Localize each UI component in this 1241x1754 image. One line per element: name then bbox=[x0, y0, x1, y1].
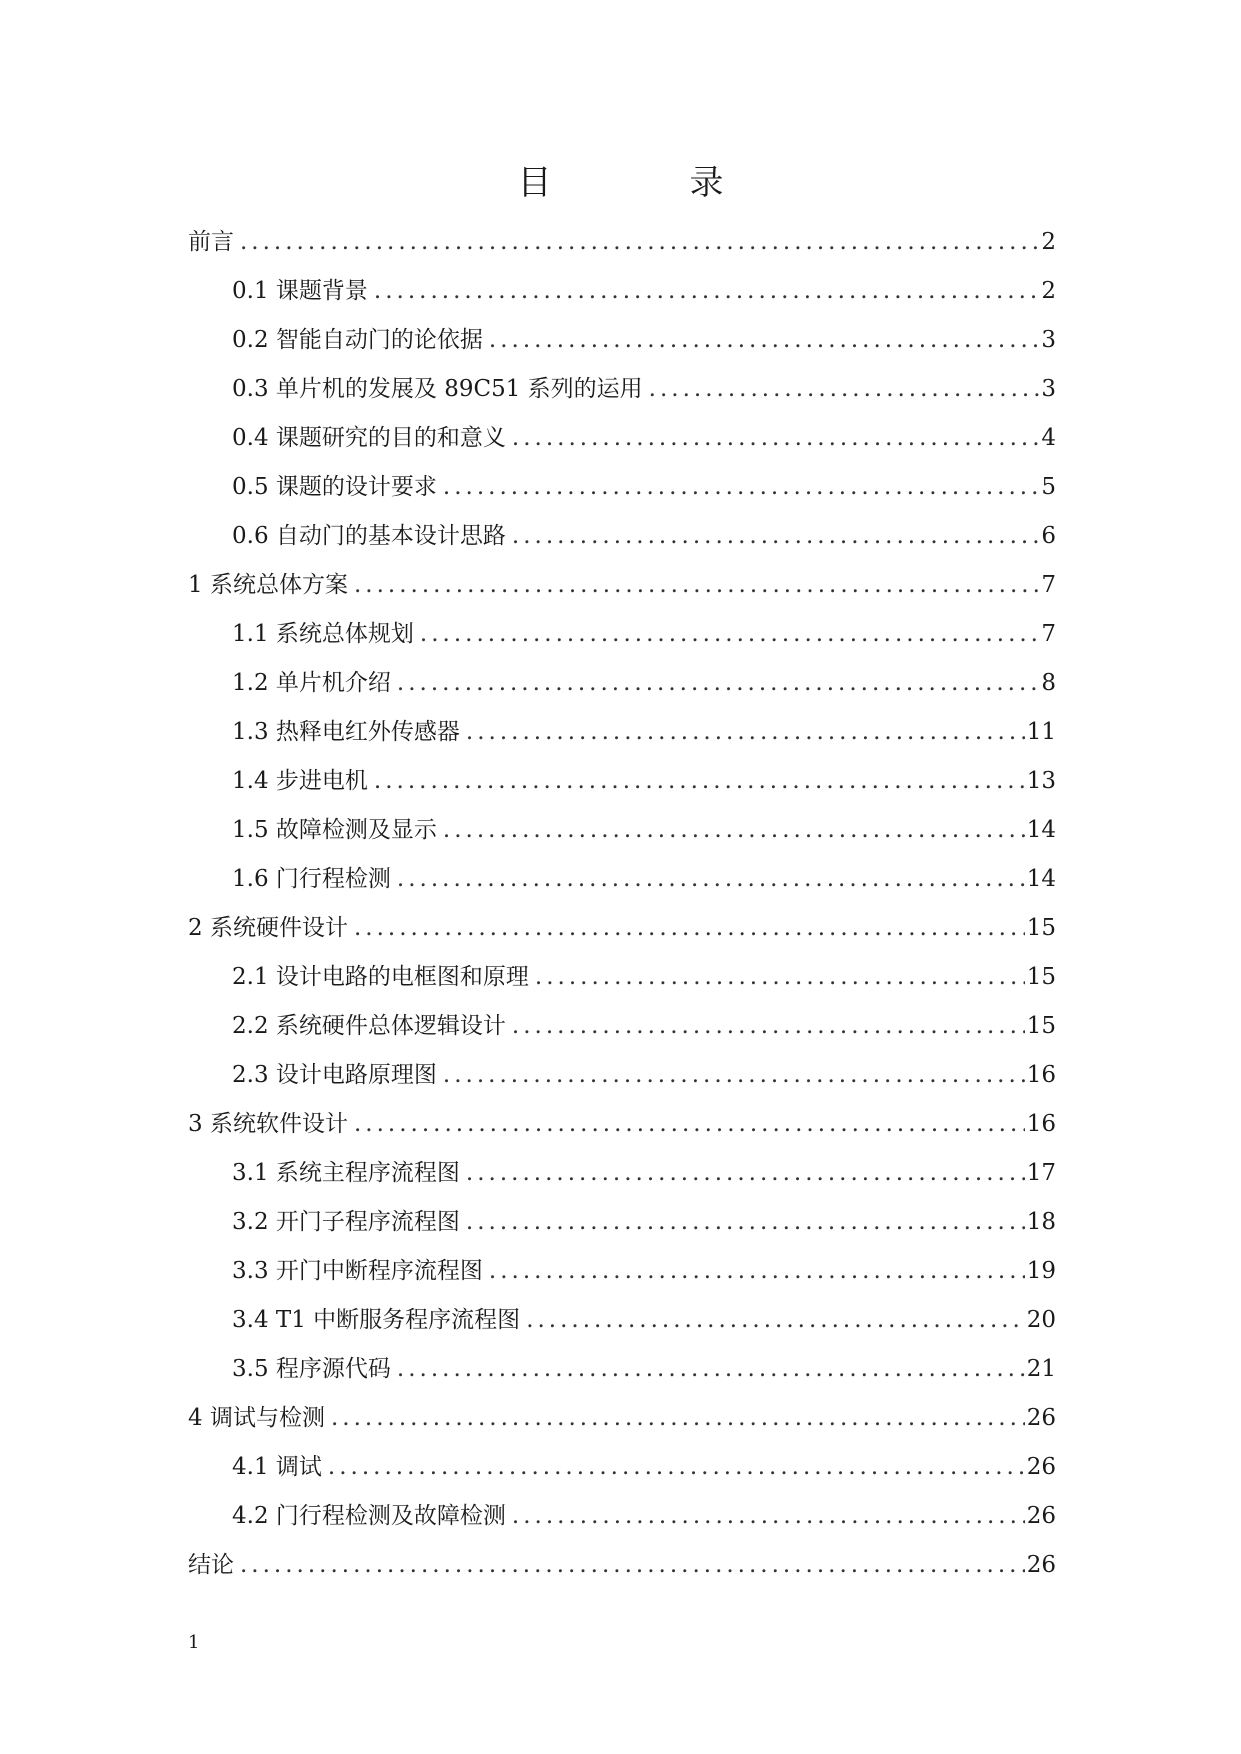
toc-entry-label: 3.1 系统主程序流程图 bbox=[232, 1160, 460, 1186]
toc-entry-label: 1.6 门行程检测 bbox=[232, 866, 391, 892]
toc-entry-label: 4 调试与检测 bbox=[188, 1405, 325, 1431]
toc-entry-page: 19 bbox=[1026, 1258, 1056, 1284]
toc-entry-label: 2 系统硬件设计 bbox=[188, 915, 348, 941]
dot-leader bbox=[512, 512, 1039, 561]
toc-entry-label: 1.5 故障检测及显示 bbox=[232, 817, 437, 843]
dot-leader bbox=[489, 316, 1039, 365]
toc-entry[interactable] bbox=[188, 414, 1056, 463]
toc-title: 目 录 bbox=[517, 163, 776, 203]
dot-leader bbox=[397, 659, 1039, 708]
toc-entry-page: 18 bbox=[1026, 1209, 1056, 1235]
toc-entry-label: 3 系统软件设计 bbox=[188, 1111, 348, 1137]
toc-entry-page: 7 bbox=[1041, 572, 1056, 598]
toc-entry-label: 3.5 程序源代码 bbox=[232, 1356, 391, 1382]
dot-leader bbox=[354, 1100, 1025, 1149]
dot-leader bbox=[328, 1443, 1025, 1492]
toc-entry-label: 结论 bbox=[188, 1552, 234, 1578]
toc-entry-page: 6 bbox=[1041, 523, 1056, 549]
toc-entry-label: 2.3 设计电路原理图 bbox=[232, 1062, 437, 1088]
toc-entry-page: 26 bbox=[1026, 1552, 1056, 1578]
dot-leader bbox=[443, 1051, 1025, 1100]
toc-entry[interactable] bbox=[188, 1002, 1056, 1051]
toc-entry-label: 4.2 门行程检测及故障检测 bbox=[232, 1503, 506, 1529]
toc-entry-label: 3.2 开门子程序流程图 bbox=[232, 1209, 460, 1235]
toc-entry[interactable] bbox=[188, 1149, 1056, 1198]
toc-entry-label: 2.2 系统硬件总体逻辑设计 bbox=[232, 1013, 506, 1039]
toc-entry-page: 4 bbox=[1041, 425, 1056, 451]
toc-entry-page: 20 bbox=[1026, 1307, 1056, 1333]
toc-entry[interactable] bbox=[188, 512, 1056, 561]
toc-entry[interactable] bbox=[188, 463, 1056, 512]
toc-entry-label: 0.5 课题的设计要求 bbox=[232, 474, 437, 500]
toc-entry-label: 3.3 开门中断程序流程图 bbox=[232, 1258, 483, 1284]
toc-entry-page: 15 bbox=[1026, 1013, 1056, 1039]
dot-leader bbox=[443, 806, 1025, 855]
toc-entry[interactable] bbox=[188, 708, 1056, 757]
toc-entry-page: 2 bbox=[1041, 229, 1056, 255]
toc-entry[interactable] bbox=[188, 1394, 1056, 1443]
toc-entry-label: 0.2 智能自动门的论依据 bbox=[232, 327, 483, 353]
toc-entry[interactable] bbox=[188, 806, 1056, 855]
dot-leader bbox=[374, 757, 1025, 806]
toc-entry[interactable] bbox=[188, 365, 1056, 414]
dot-leader bbox=[374, 267, 1039, 316]
toc-entry[interactable] bbox=[188, 1100, 1056, 1149]
toc-entry-label: 3.4 T1 中断服务程序流程图 bbox=[232, 1307, 521, 1333]
dot-leader bbox=[397, 1345, 1025, 1394]
dot-leader bbox=[526, 1296, 1025, 1345]
toc-entry-page: 13 bbox=[1026, 768, 1056, 794]
toc-entry-page: 3 bbox=[1041, 327, 1056, 353]
toc-entry-page: 15 bbox=[1026, 964, 1056, 990]
toc-entry-page: 21 bbox=[1026, 1356, 1056, 1382]
dot-leader bbox=[649, 365, 1040, 414]
toc-entry[interactable] bbox=[188, 1247, 1056, 1296]
toc-entry-label: 0.4 课题研究的目的和意义 bbox=[232, 425, 506, 451]
dot-leader bbox=[466, 1149, 1025, 1198]
toc-entry-page: 26 bbox=[1026, 1405, 1056, 1431]
toc-entry-label: 0.1 课题背景 bbox=[232, 278, 368, 304]
toc-entry[interactable] bbox=[188, 1051, 1056, 1100]
dot-leader bbox=[512, 414, 1039, 463]
toc-entry-page: 26 bbox=[1026, 1454, 1056, 1480]
toc-entry-page: 3 bbox=[1041, 376, 1056, 402]
toc-entry-label: 1 系统总体方案 bbox=[188, 572, 348, 598]
toc-entry[interactable] bbox=[188, 561, 1056, 610]
toc-entry[interactable] bbox=[188, 1296, 1056, 1345]
page-number: 1 bbox=[188, 1632, 200, 1653]
dot-leader bbox=[512, 1002, 1025, 1051]
toc-entry-page: 11 bbox=[1026, 719, 1056, 745]
toc-entry-label: 1.1 系统总体规划 bbox=[232, 621, 414, 647]
toc-entry[interactable] bbox=[188, 855, 1056, 904]
toc-entry-label: 0.6 自动门的基本设计思路 bbox=[232, 523, 506, 549]
table-of-contents bbox=[188, 218, 1056, 1590]
toc-entry-page: 26 bbox=[1026, 1503, 1056, 1529]
dot-leader bbox=[240, 1541, 1025, 1590]
toc-entry-page: 16 bbox=[1026, 1062, 1056, 1088]
toc-entry-page: 8 bbox=[1041, 670, 1056, 696]
toc-entry[interactable] bbox=[188, 1541, 1056, 1590]
toc-entry-page: 2 bbox=[1041, 278, 1056, 304]
dot-leader bbox=[443, 463, 1039, 512]
toc-entry-page: 5 bbox=[1041, 474, 1056, 500]
toc-entry[interactable] bbox=[188, 267, 1056, 316]
toc-entry-page: 17 bbox=[1026, 1160, 1056, 1186]
toc-entry[interactable] bbox=[188, 1345, 1056, 1394]
toc-entry-page: 7 bbox=[1041, 621, 1056, 647]
dot-leader bbox=[397, 855, 1025, 904]
toc-entry-page: 16 bbox=[1026, 1111, 1056, 1137]
toc-entry-label: 1.4 步进电机 bbox=[232, 768, 368, 794]
toc-entry-page: 15 bbox=[1026, 915, 1056, 941]
toc-entry-label: 1.2 单片机介绍 bbox=[232, 670, 391, 696]
toc-entry[interactable] bbox=[188, 757, 1056, 806]
toc-entry-page: 14 bbox=[1026, 817, 1056, 843]
dot-leader bbox=[512, 1492, 1025, 1541]
toc-entry[interactable] bbox=[188, 1443, 1056, 1492]
dot-leader bbox=[354, 561, 1039, 610]
toc-entry[interactable] bbox=[188, 904, 1056, 953]
dot-leader bbox=[466, 1198, 1025, 1247]
toc-entry[interactable] bbox=[188, 218, 1056, 267]
toc-entry-label: 2.1 设计电路的电框图和原理 bbox=[232, 964, 529, 990]
toc-entry-label: 0.3 单片机的发展及 89C51 系列的运用 bbox=[232, 376, 643, 402]
toc-entry-label: 前言 bbox=[188, 229, 234, 255]
toc-entry[interactable] bbox=[188, 610, 1056, 659]
toc-entry[interactable] bbox=[188, 659, 1056, 708]
dot-leader bbox=[354, 904, 1025, 953]
toc-entry[interactable] bbox=[188, 953, 1056, 1002]
toc-entry-label: 1.3 热释电红外传感器 bbox=[232, 719, 460, 745]
toc-entry[interactable] bbox=[188, 1198, 1056, 1247]
toc-entry[interactable] bbox=[188, 1492, 1056, 1541]
dot-leader bbox=[466, 708, 1025, 757]
dot-leader bbox=[420, 610, 1039, 659]
dot-leader bbox=[240, 218, 1039, 267]
toc-entry-label: 4.1 调试 bbox=[232, 1454, 322, 1480]
dot-leader bbox=[535, 953, 1025, 1002]
dot-leader bbox=[489, 1247, 1025, 1296]
dot-leader bbox=[331, 1394, 1025, 1443]
toc-entry-page: 14 bbox=[1026, 866, 1056, 892]
toc-entry[interactable] bbox=[188, 316, 1056, 365]
